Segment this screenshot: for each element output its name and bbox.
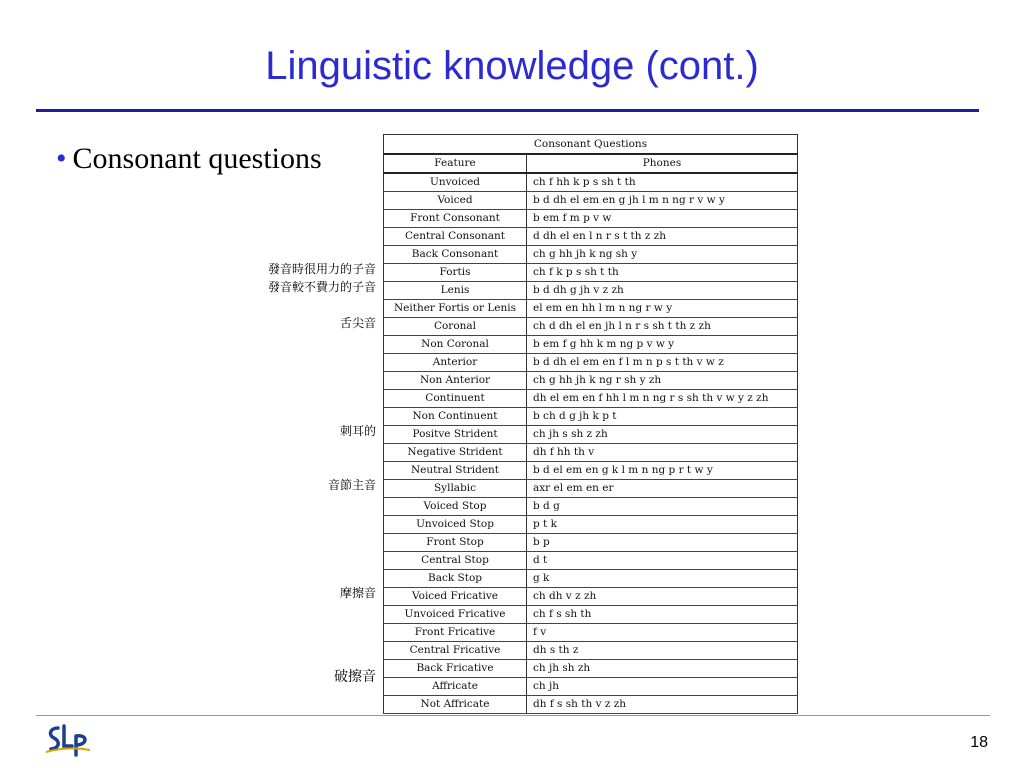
feature-cell: Voiced xyxy=(384,192,527,210)
slide-title: Linguistic knowledge (cont.) xyxy=(265,44,759,88)
feature-cell: Unvoiced Fricative xyxy=(384,606,527,624)
phones-cell: ch jh sh zh xyxy=(527,660,798,678)
annotation-fortis: 發音時很用力的子音 xyxy=(267,262,376,276)
column-header-phones: Phones xyxy=(527,154,798,173)
feature-cell: Front Stop xyxy=(384,534,527,552)
feature-cell: Coronal xyxy=(384,318,527,336)
phones-cell: ch f s sh th xyxy=(527,606,798,624)
table-row xyxy=(384,498,798,516)
feature-cell: Non Anterior xyxy=(384,372,527,390)
feature-cell: Continuent xyxy=(384,390,527,408)
phones-cell: b d g xyxy=(527,498,798,516)
table-row xyxy=(384,606,798,624)
feature-cell: Back Fricative xyxy=(384,660,527,678)
feature-cell: Neutral Strident xyxy=(384,462,527,480)
table-row xyxy=(384,336,798,354)
phones-cell: dh el em en f hh l m n ng r s sh th v w y z zh xyxy=(527,390,798,408)
table-row xyxy=(384,444,798,462)
feature-cell: Fortis xyxy=(384,264,527,282)
phones-cell: b p xyxy=(527,534,798,552)
slp-logo xyxy=(44,722,92,758)
annotation-affricate: 破擦音 xyxy=(334,670,376,685)
phones-cell: el em en hh l m n ng r w y xyxy=(527,300,798,318)
feature-cell: Unvoiced xyxy=(384,173,527,192)
phones-cell: dh f s sh th v z zh xyxy=(527,696,798,714)
feature-cell: Voiced Fricative xyxy=(384,588,527,606)
table-row xyxy=(384,282,798,300)
phones-cell: g k xyxy=(527,570,798,588)
table-row xyxy=(384,300,798,318)
bullet-item xyxy=(56,142,322,176)
table-row xyxy=(384,210,798,228)
annotation-lenis: 發音較不費力的子音 xyxy=(267,280,376,294)
feature-cell: Central Consonant xyxy=(384,228,527,246)
feature-cell: Neither Fortis or Lenis xyxy=(384,300,527,318)
table-row xyxy=(384,516,798,534)
phones-cell: ch jh s sh z zh xyxy=(527,426,798,444)
table-row xyxy=(384,192,798,210)
table-row xyxy=(384,264,798,282)
phones-cell: b em f g hh k m ng p v w y xyxy=(527,336,798,354)
feature-cell: Back Stop xyxy=(384,570,527,588)
phones-cell: axr el em en er xyxy=(527,480,798,498)
phones-cell: b d dh el em en f l m n p s t th v w z xyxy=(527,354,798,372)
footer-divider xyxy=(36,715,990,716)
title-divider xyxy=(36,109,979,112)
feature-cell: Back Consonant xyxy=(384,246,527,264)
bullet-text: Consonant questions xyxy=(72,142,322,175)
table-row xyxy=(384,534,798,552)
phones-cell: ch f hh k p s sh t th xyxy=(527,173,798,192)
table-row xyxy=(384,480,798,498)
phones-cell: d t xyxy=(527,552,798,570)
phones-cell: ch f k p s sh t th xyxy=(527,264,798,282)
table-row xyxy=(384,246,798,264)
table-row xyxy=(384,624,798,642)
feature-cell: Affricate xyxy=(384,678,527,696)
table-row xyxy=(384,426,798,444)
phones-cell: b em f m p v w xyxy=(527,210,798,228)
table-row xyxy=(384,462,798,480)
feature-cell: Non Coronal xyxy=(384,336,527,354)
feature-cell: Positve Strident xyxy=(384,426,527,444)
phones-cell: dh s th z xyxy=(527,642,798,660)
feature-cell: Negative Strident xyxy=(384,444,527,462)
table-row xyxy=(384,372,798,390)
phones-cell: b d dh g jh v z zh xyxy=(527,282,798,300)
feature-cell: Syllabic xyxy=(384,480,527,498)
phones-cell: f v xyxy=(527,624,798,642)
table-row xyxy=(384,696,798,714)
feature-cell: Unvoiced Stop xyxy=(384,516,527,534)
feature-cell: Anterior xyxy=(384,354,527,372)
table-row xyxy=(384,390,798,408)
phones-cell: ch dh v z zh xyxy=(527,588,798,606)
table-row xyxy=(384,354,798,372)
table-row xyxy=(384,173,798,192)
phones-cell: b d dh el em en g jh l m n ng r v w y xyxy=(527,192,798,210)
feature-cell: Central Stop xyxy=(384,552,527,570)
feature-cell: Central Fricative xyxy=(384,642,527,660)
table-row xyxy=(384,408,798,426)
phones-cell: ch d dh el en jh l n r s sh t th z zh xyxy=(527,318,798,336)
table-row xyxy=(384,228,798,246)
phones-cell: p t k xyxy=(527,516,798,534)
feature-cell: Non Continuent xyxy=(384,408,527,426)
table-row xyxy=(384,570,798,588)
feature-cell: Front Consonant xyxy=(384,210,527,228)
phones-cell: ch jh xyxy=(527,678,798,696)
page-number: 18 xyxy=(970,734,988,751)
annotation-fricative: 摩擦音 xyxy=(339,586,376,600)
phones-cell: b d el em en g k l m n ng p r t w y xyxy=(527,462,798,480)
feature-cell: Lenis xyxy=(384,282,527,300)
annotation-strident: 刺耳的 xyxy=(339,424,376,438)
annotation-syllabic: 音節主音 xyxy=(327,478,376,492)
table-row xyxy=(384,588,798,606)
table-row xyxy=(384,552,798,570)
phones-cell: ch g hh jh k ng r sh y zh xyxy=(527,372,798,390)
feature-cell: Voiced Stop xyxy=(384,498,527,516)
feature-cell: Front Fricative xyxy=(384,624,527,642)
phones-cell: ch g hh jh k ng sh y xyxy=(527,246,798,264)
column-header-feature: Feature xyxy=(384,154,527,173)
phones-cell: dh f hh th v xyxy=(527,444,798,462)
feature-cell: Not Affricate xyxy=(384,696,527,714)
consonant-questions-table xyxy=(383,134,798,714)
annotation-coronal: 舌尖音 xyxy=(339,316,376,330)
table-body xyxy=(384,173,798,714)
table-row xyxy=(384,642,798,660)
table-row xyxy=(384,660,798,678)
table-row xyxy=(384,678,798,696)
table-caption: Consonant Questions xyxy=(384,135,798,155)
table-row xyxy=(384,318,798,336)
bullet-dot-icon: • xyxy=(56,142,67,175)
phones-cell: d dh el en l n r s t th z zh xyxy=(527,228,798,246)
phones-cell: b ch d g jh k p t xyxy=(527,408,798,426)
